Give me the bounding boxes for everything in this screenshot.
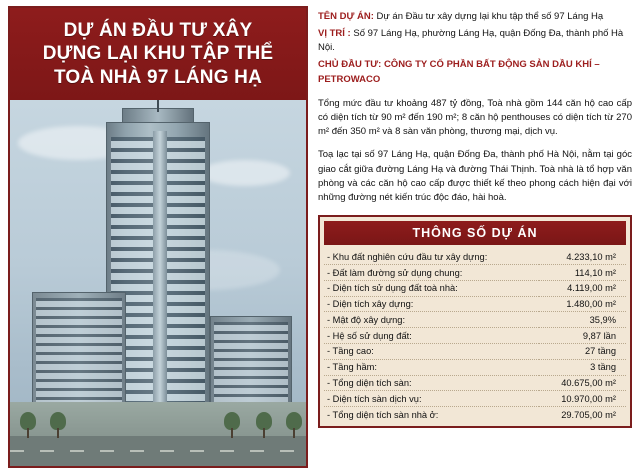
table-row — [324, 391, 626, 407]
project-name-value: Dự án Đầu tư xây dựng lại khu tập thể số 97 Láng Hạ — [376, 11, 604, 22]
spec-value: 29.705,00 m² — [561, 409, 616, 420]
description-paragraph-2: Toạ lạc tại số 97 Láng Hạ, quận Đống Đa, thành phố Hà Nội, nằm tại góc giao cắt giữa đường Láng Hạ và đường Thái Thịnh. Toà nhà là tổ hợp văn phòng và các căn hộ cao cấp được thiết kế theo phong cách hiện đại với những đường nét kiến trúc độc đáo, hài hoà. — [318, 149, 632, 204]
poster-title-line-2: DỰNG LẠI KHU TẬP THỂ — [42, 43, 274, 65]
project-illustration-panel — [8, 6, 308, 468]
table-row — [324, 344, 626, 360]
investor-label: CHỦ ĐẦU TƯ: — [318, 59, 382, 71]
spec-value: 9,87 lần — [539, 328, 626, 344]
tree-icon — [20, 412, 36, 438]
cloud-shape — [200, 160, 290, 186]
spec-value: 27 tầng — [539, 344, 626, 360]
tree-icon — [286, 412, 302, 438]
specs-title: THÔNG SỐ DỰ ÁN — [324, 221, 626, 245]
description-paragraph-1: Tổng mức đầu tư khoảng 487 tỷ đồng, Toà nhà gồm 144 căn hộ cao cấp có diện tích từ 90 m² đến 190 m²; 8 căn hộ penthouses có diện tích từ 270 m² đến 350 m² và 8 sàn văn phòng, thương mại, dịch vụ. — [318, 97, 632, 138]
poster-title-line-1: DỰ ÁN ĐẦU TƯ XÂY — [63, 20, 253, 42]
investor-value: CÔNG TY CỔ PHẦN BẤT ĐỘNG SẢN DẦU KHÍ – PETROWACO — [318, 59, 600, 85]
building-rendering — [10, 100, 306, 466]
antenna-icon — [157, 100, 159, 112]
side-wing-floors — [214, 322, 288, 406]
table-row — [324, 359, 626, 375]
project-name-label: TÊN DỰ ÁN: — [318, 11, 374, 22]
side-wing-block — [210, 316, 292, 412]
podium-block — [32, 292, 126, 412]
spec-key: - Diện tích sàn dịch vụ: — [324, 391, 539, 407]
meta-row-location — [318, 27, 632, 56]
spec-value: 114,10 m² — [539, 265, 626, 281]
project-meta — [318, 10, 632, 88]
table-row — [324, 375, 626, 391]
location-label: VỊ TRÍ : — [318, 27, 351, 39]
spec-value: 3 tầng — [539, 359, 626, 375]
spec-value: 40.675,00 m² — [539, 375, 626, 391]
tower-core — [153, 131, 167, 405]
meta-row-investor — [318, 58, 632, 87]
spec-value: 35,9% — [539, 312, 626, 328]
podium-floors — [36, 298, 122, 406]
spec-key: - Diện tích sử dụng đất toà nhà: — [324, 280, 539, 296]
table-row — [324, 296, 626, 312]
poster-title-line-3: TOÀ NHÀ 97 LÁNG HẠ — [53, 66, 263, 88]
spec-key: - Khu đất nghiên cứu đầu tư xây dựng: — [324, 249, 539, 264]
spec-key: - Tầng hầm: — [324, 359, 539, 375]
tree-icon — [50, 412, 66, 438]
meta-row-project — [318, 10, 632, 25]
tree-icon — [256, 412, 272, 438]
table-row — [324, 280, 626, 296]
spec-key: - Mật độ xây dựng: — [324, 312, 539, 328]
poster-title-block — [10, 8, 306, 100]
spec-key: - Tổng diện tích sàn nhà ở: — [327, 409, 439, 420]
road — [10, 436, 306, 466]
table-row — [324, 328, 626, 344]
project-info-column — [318, 10, 632, 428]
spec-key: - Đất làm đường sử dụng chung: — [324, 265, 539, 281]
spec-key: - Tổng diện tích sàn: — [324, 375, 539, 391]
table-row — [324, 312, 626, 328]
spec-value: 4.119,00 m² — [539, 280, 626, 296]
location-value: Số 97 Láng Hạ, phường Láng Hạ, quận Đống Đa, thành phố Hà Nội. — [318, 27, 624, 54]
specs-table — [324, 249, 626, 422]
spec-key: - Tầng cao: — [324, 344, 539, 360]
table-row — [324, 265, 626, 281]
table-row — [324, 249, 626, 264]
spec-value: 1.480,00 m² — [539, 296, 626, 312]
spec-key: - Diện tích xây dựng: — [324, 296, 539, 312]
table-row — [324, 407, 626, 422]
spec-key: - Hệ số sử dụng đất: — [324, 328, 539, 344]
spec-value: 4.233,10 m² — [539, 249, 626, 264]
specs-panel — [318, 215, 632, 428]
poster-title — [43, 19, 274, 89]
tree-icon — [224, 412, 240, 438]
spec-value: 10.970,00 m² — [539, 391, 626, 407]
